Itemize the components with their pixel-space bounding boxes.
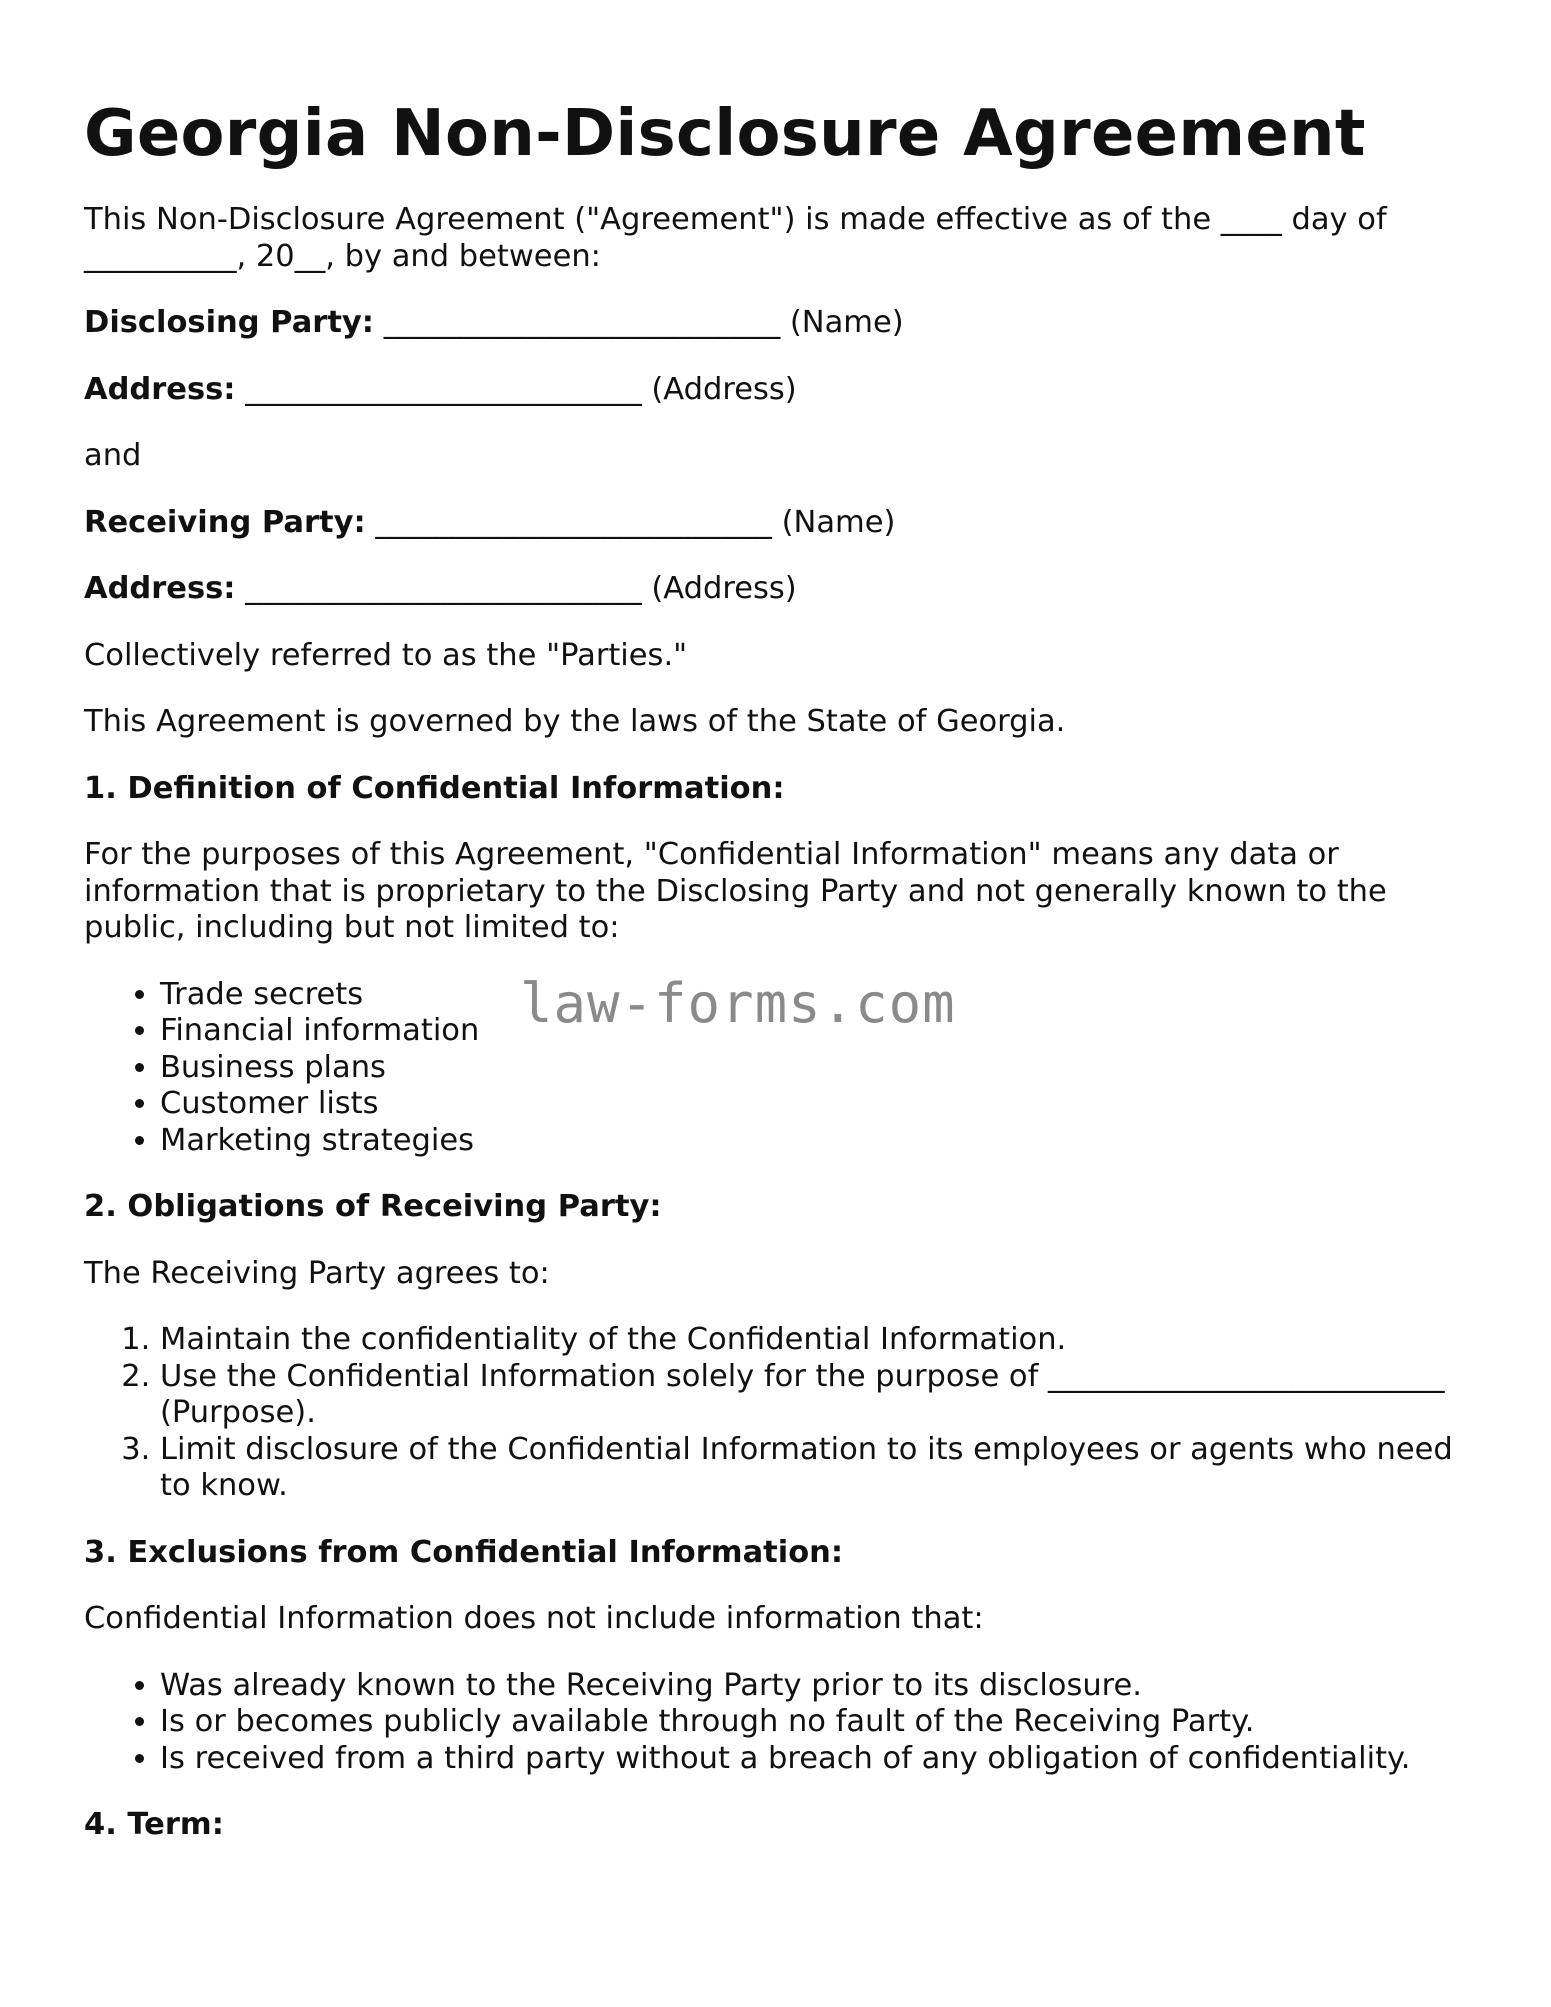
watermark: law-forms.com: [520, 972, 956, 1035]
list-item: • Trade secrets: [160, 977, 1464, 1014]
section-2-text: The Receiving Party agrees to:: [84, 1255, 550, 1291]
section-3-list: [84, 1668, 1464, 1778]
section-2-heading: 2. Obligations of Receiving Party:: [84, 1189, 662, 1224]
section-1-text: For the purposes of this Agreement, "Confidential Information" means any data or information that is proprietary to the Disclosing Party and not generally known to the public, including but not limited to:: [84, 837, 1387, 945]
list-item: • Is received from a third party without a breach of any obligation of confidentiality.: [160, 1741, 1464, 1778]
disclosing-address-line: [84, 372, 1464, 409]
list-item: • Customer lists: [160, 1086, 1464, 1123]
list-item: 3. Limit disclosure of the Confidential Information to its employees or agents who need to know.: [160, 1432, 1464, 1505]
list-item: • Is or becomes publicly available through no fault of the Receiving Party.: [160, 1704, 1464, 1741]
disclosing-party-line: [84, 305, 1464, 342]
receiving-party-blank: __________________________ (Name): [365, 504, 896, 540]
intro-paragraph: This Non-Disclosure Agreement ("Agreement") is made effective as of the ____ day of __________, 20__, by and between:: [84, 202, 1387, 274]
receiving-party-label: Receiving Party:: [84, 504, 366, 540]
list-item: • Business plans: [160, 1050, 1464, 1087]
disclosing-party-label: Disclosing Party:: [84, 305, 375, 340]
document-title: Georgia Non-Disclosure Agreement: [84, 97, 1366, 171]
list-item: • Financial information: [160, 1013, 1464, 1050]
receiving-address-blank: __________________________ (Address): [235, 571, 797, 606]
receiving-address-label: Address:: [84, 571, 236, 606]
section-3-heading: 3. Exclusions from Confidential Information:: [84, 1534, 844, 1570]
governing-law-paragraph: This Agreement is governed by the laws of the State of Georgia.: [84, 704, 1066, 739]
list-item: • Was already known to the Receiving Party prior to its disclosure.: [160, 1668, 1464, 1705]
section-4-heading: 4. Term:: [84, 1807, 224, 1842]
disclosing-party-blank: __________________________ (Name): [374, 305, 904, 340]
disclosing-address-blank: __________________________ (Address): [235, 371, 797, 407]
section-1-heading: 1. Definition of Confidential Information:: [84, 770, 785, 806]
receiving-address-line: [84, 571, 1464, 608]
list-item: • Marketing strategies: [160, 1123, 1464, 1160]
and-text: and: [84, 438, 142, 473]
receiving-party-line: [84, 505, 1464, 542]
list-item: 2. Use the Confidential Information solely for the purpose of __________________________ (Purpose).: [160, 1359, 1464, 1432]
section-2-list: [84, 1322, 1464, 1505]
section-3-text: Confidential Information does not include information that:: [84, 1601, 984, 1636]
disclosing-address-label: Address:: [84, 371, 236, 407]
list-item: 1. Maintain the confidentiality of the Confidential Information.: [160, 1322, 1464, 1359]
collectively-paragraph: Collectively referred to as the "Parties.": [84, 637, 688, 673]
